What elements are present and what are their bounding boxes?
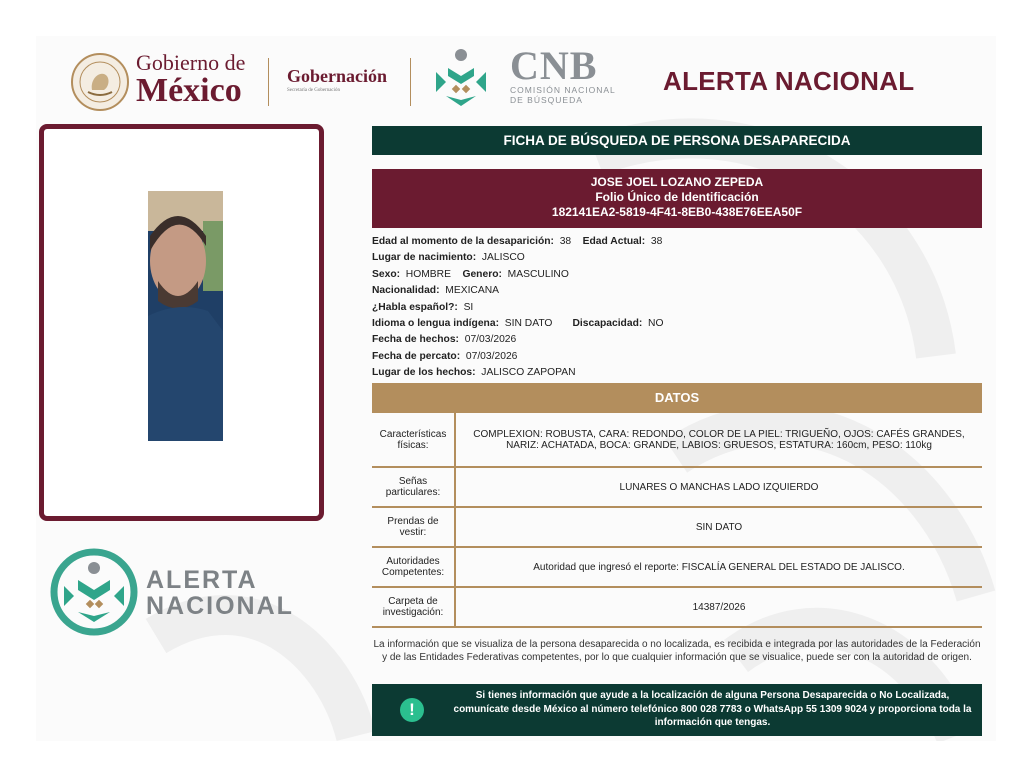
detail-row [372, 267, 982, 283]
header-divider [268, 58, 269, 106]
discapacidad-label: Discapacidad: [572, 318, 643, 330]
gob-line2: México [136, 72, 242, 109]
sexo-label: Sexo: [372, 268, 401, 280]
alerta-nacional-logo-text [146, 567, 294, 620]
detail-row [372, 300, 982, 316]
table-row [372, 413, 982, 467]
detail-row [372, 316, 982, 332]
table-row [372, 467, 982, 507]
habla-espanol-value: SI [463, 301, 474, 313]
autoridades-label: Autoridades Competentes: [372, 547, 455, 587]
header-divider [410, 58, 411, 106]
detail-row [372, 234, 982, 250]
alerta-logo-line2: NACIONAL [146, 592, 294, 621]
cnb-logo-text [510, 43, 616, 106]
person-details [372, 234, 982, 382]
genero-value: MASCULINO [507, 268, 569, 280]
edad-actual-label: Edad Actual: [582, 236, 646, 247]
prendas-value: SIN DATO [455, 507, 982, 547]
senas-label: Señas particulares: [372, 467, 455, 507]
person-name-bar [372, 169, 982, 228]
fecha-percato-value: 07/03/2026 [465, 350, 518, 362]
datos-header: DATOS [372, 383, 982, 413]
prendas-label: Prendas de vestir: [372, 507, 455, 547]
edad-desaparicion-label: Edad al momento de la desaparición: [372, 236, 554, 247]
person-name: JOSE JOEL LOZANO ZEPEDA [590, 175, 764, 189]
idioma-value: SIN DATO [504, 318, 553, 330]
caracteristicas-value: COMPLEXION: ROBUSTA, CARA: REDONDO, COLOR DE LA PIEL: TRIGUEÑO, OJOS: CAFÉS GRANDES, NARIZ: ACHATADA, BOCA: GRANDE, LABIOS: GRUESOS, ESTATURA: 160cm, PESO: 110kg [455, 413, 982, 467]
exclamation-icon: ! [400, 698, 424, 722]
senas-value: LUNARES O MANCHAS LADO IZQUIERDO [455, 467, 982, 507]
idioma-label: Idioma o lengua indígena: [372, 318, 500, 330]
edad-desaparicion-value: 38 [559, 236, 572, 247]
edad-actual-value: 38 [650, 236, 663, 247]
lugar-nacimiento-value: JALISCO [481, 252, 525, 264]
gobernacion-logo [287, 66, 387, 93]
datos-table [372, 413, 982, 628]
detail-row [372, 250, 982, 266]
alerta-nacional-title: ALERTA NACIONAL [663, 66, 915, 96]
alerta-logo-line1: ALERTA [146, 566, 258, 594]
carpeta-value: 14387/2026 [455, 587, 982, 627]
gobierno-mexico-logo [136, 52, 245, 108]
fecha-percato-label: Fecha de percato: [372, 350, 461, 362]
lugar-hechos-value: JALISCO ZAPOPAN [481, 367, 576, 379]
nacionalidad-label: Nacionalidad: [372, 285, 440, 297]
lugar-hechos-label: Lugar de los hechos: [372, 367, 476, 379]
sexo-value: HOMBRE [405, 268, 451, 280]
table-row [372, 507, 982, 547]
genero-label: Genero: [462, 268, 502, 280]
mexico-seal-icon [70, 52, 130, 112]
table-row [372, 587, 982, 627]
person-photo-image [148, 191, 223, 441]
detail-row [372, 283, 982, 299]
lugar-nacimiento-label: Lugar de nacimiento: [372, 252, 477, 264]
folio-id: 182141EA2-5819-4F41-8EB0-438E76EEA50F [551, 205, 803, 219]
cnb-line2: DE BÚSQUEDA [510, 94, 583, 105]
fecha-hechos-value: 07/03/2026 [464, 334, 517, 346]
gob-line1: Gobierno de [136, 50, 246, 75]
carpeta-label: Carpeta de investigación: [372, 587, 455, 627]
detail-row [372, 349, 982, 365]
gobernacion-subtitle: Secretaría de Gobernación [287, 88, 341, 93]
contact-info-text: Si tienes información que ayude a la localización de alguna Persona Desaparecida o No Localizada, comunícate desde México al número telefónico 800 028 7783 o WhatsApp 55 1309 9024 y proporciona toda la información que tengas. [453, 690, 972, 728]
contact-info-bar [372, 684, 982, 736]
gobernacion-title: Gobernación [287, 66, 388, 86]
fecha-hechos-label: Fecha de hechos: [372, 334, 459, 346]
cnb-line1: COMISIÓN NACIONAL [510, 85, 616, 95]
autoridades-value: Autoridad que ingresó el reporte: FISCALÍA GENERAL DEL ESTADO DE JALISCO. [455, 547, 982, 587]
caracteristicas-label: Características físicas: [372, 413, 455, 467]
detail-row [372, 365, 982, 381]
folio-label: Folio Único de Identificación [595, 190, 759, 204]
discapacidad-value: NO [648, 318, 664, 330]
person-photo [148, 191, 223, 441]
alert-sheet [36, 36, 996, 741]
cnb-emblem-icon [428, 46, 494, 112]
cnb-acronym: CNB [510, 43, 598, 88]
nacionalidad-value: MEXICANA [445, 285, 500, 297]
table-row [372, 547, 982, 587]
detail-row [372, 332, 982, 348]
photo-frame [39, 124, 324, 521]
ficha-title-bar: FICHA DE BÚSQUEDA DE PERSONA DESAPARECIDA [372, 126, 982, 155]
habla-espanol-label: ¿Habla español?: [372, 301, 458, 313]
disclaimer-text: La información que se visualiza de la persona desaparecida o no localizada, es recibida e integrada por las autoridades de la Federación y de las Entidades Federativas competentes, por lo que cualquier información que se visualice, puede ser con la autoridad de origen. [373, 639, 981, 663]
alerta-nacional-emblem-icon [50, 548, 138, 636]
